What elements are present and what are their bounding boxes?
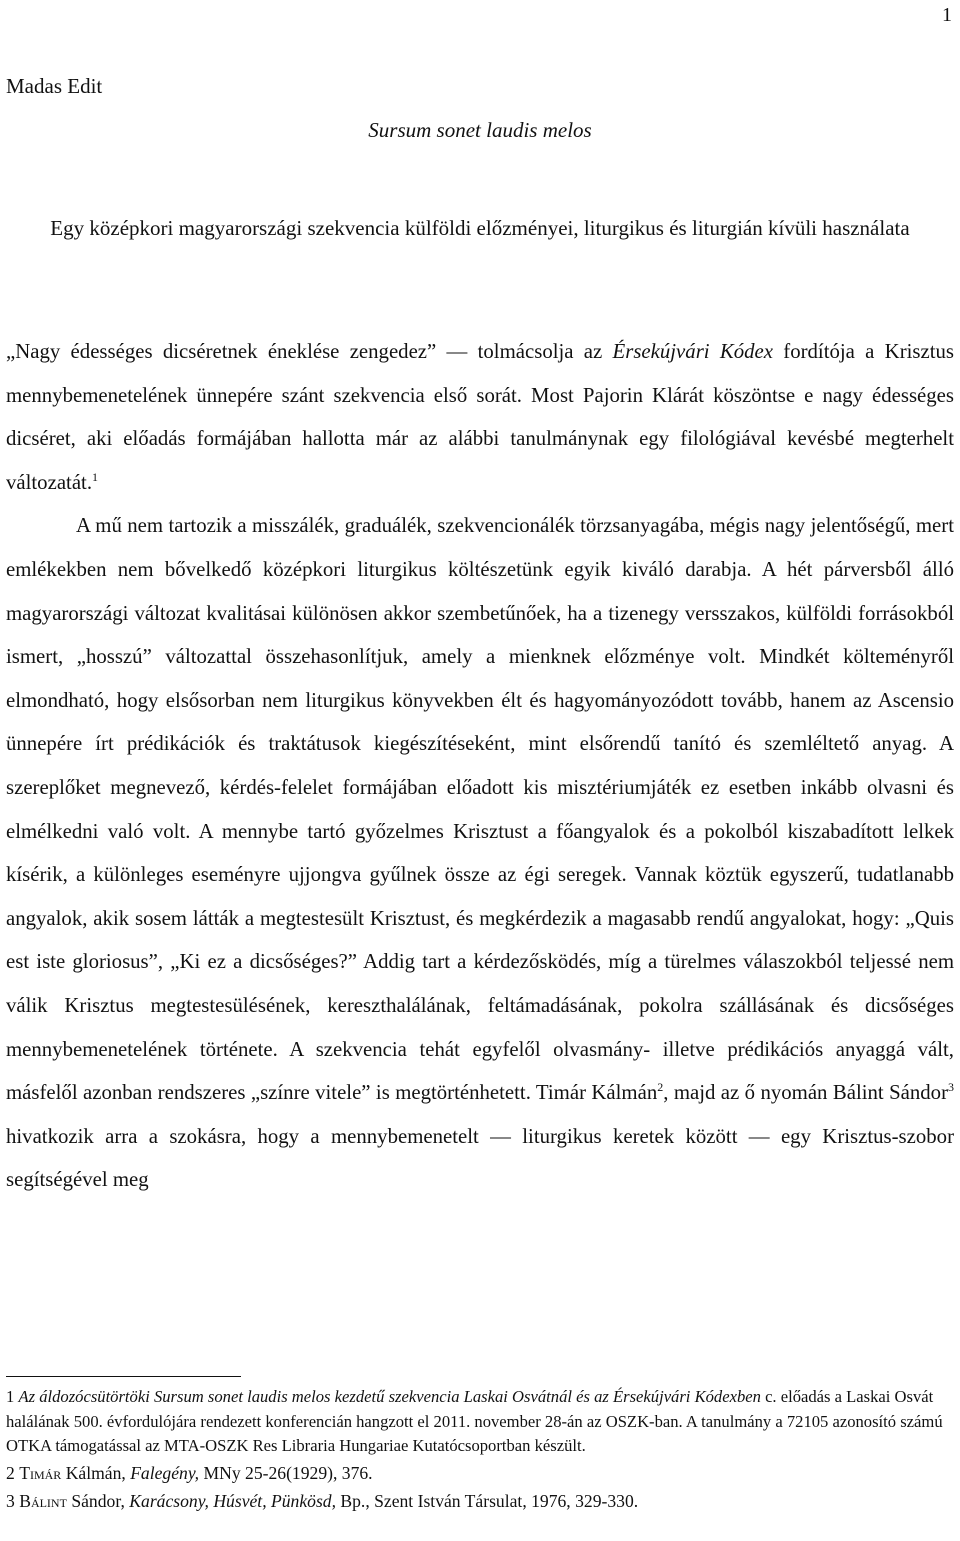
paragraph-2-text-c: hivatkozik arra a szokásra, hogy a mennybemenetelt ― liturgikus keretek között ― egy Krisztus-szobor segítségével meg — [6, 1124, 954, 1192]
body-text — [6, 330, 954, 1202]
paragraph-1-text-a: „Nagy édességes dicséretnek éneklése zengedez” ― tolmácsolja az — [6, 340, 613, 363]
article-subtitle: Egy középkori magyarországi szekvencia külföldi előzményei, liturgikus és liturgián kívüli használata — [50, 216, 910, 240]
footnotes — [6, 1385, 954, 1515]
footnote-3 — [6, 1487, 954, 1515]
footnote-2 — [6, 1459, 954, 1487]
paragraph-2 — [6, 504, 954, 1202]
footnote-3-number: 3 — [6, 1490, 15, 1511]
article-title: Sursum sonet laudis melos — [368, 118, 592, 142]
footnote-2-name: Kálmán, — [61, 1462, 131, 1483]
footnote-ref-3[interactable]: 3 — [948, 1080, 954, 1095]
page-number: 1 — [942, 4, 952, 26]
author-name: Madas Edit — [6, 74, 103, 98]
footnote-2-work: Falegény, — [130, 1462, 200, 1483]
footnote-1-number: 1 — [6, 1387, 15, 1406]
footnote-1-title: Az áldozócsütörtöki Sursum sonet laudis melos kezdetű szekvencia Laskai Osvátnál és az Érsekújvári Kódexben — [18, 1387, 761, 1406]
footnote-3-name: Sándor, — [66, 1490, 130, 1511]
footnote-1 — [6, 1385, 954, 1459]
footnote-ref-1[interactable]: 1 — [92, 469, 99, 484]
footnote-2-text: MNy 25-26(1929), 376. — [199, 1462, 373, 1483]
footnote-2-surname: Timár — [19, 1462, 62, 1483]
footnote-1-text: c. előadás a Laskai Osvát halálának 500. évfordulójára rendezett konferencián hangzott el 2011. november 28-án az OSZK-ban. A tanulmány a 72105 azonosító számú OTKA támogatással az MTA-OSZK Res Libraria Hungariae Kutatócsoportban készült. — [6, 1387, 943, 1455]
paragraph-1-text-b: fordítója a Krisztus mennybemenetelének ünnepére szánt szekvencia első sorát. Most Pajorin Klárát köszöntse e nagy édességes dicséret, aki előadás formájában hallotta már az alábbi tanulmánynak egy filológiával kevésbé megterhelt változatát. — [6, 340, 954, 494]
codex-name: Érsekújvári Kódex — [612, 340, 773, 363]
paragraph-2-text-a: A mű nem tartozik a misszálék, graduálék, szekvencionálék törzsanyagába, mégis nagy jelentőségű, mert emlékekben nem bővelkedő középkori liturgikus költészetünk egyik kiváló darabja. A hét párversből álló magyarországi változat kvalitásai különösen akkor szembetűnőek, ha a tizenegy versszakos, külföldi forrásokból ismert, „hosszú” változattal összehasonlítjuk, amely a mienknek előzménye volt. Mindkét költeményről elmondható, hogy elsősorban nem liturgikus könyvekben élt és hagyományozódott tovább, hanem az Ascensio ünnepére írt prédikációk és traktátusok kiegészítéseként, mint elsőrendű tanító és szemléltető anyag. A szereplőket megnevező, kérdés-felelet formájában előadott kis misztériumjáték ez esetben inkább olvasni és elmélkedni való volt. A mennybe tartó győzelmes Krisztust a főangyalok és a pokolból kiszabadított lelkek kísérik, a különleges eseményre ujjongva gyűlnek össze az égi seregek. Vannak köztük egyszerű, tudatlanabb angyalok, akik sosem látták a megtestesült Krisztust, és megkérdezik a magasabb rendű angyalokat, hogy: „Quis est iste gloriosus”, „Ki ez a dicsőséges?” Addig tart a kérdezősködés, míg a türelmes válaszokból teljessé nem válik Krisztus megtestesülésének, kereszthalálának, feltámadásának, pokolra szállásának és dicsőséges mennybemenetelének története. A szekvencia tehát egyfelől olvasmány- illetve prédikációs anyaggá vált, másfelől azonban rendszeres „színre vitele” is megtörténhetett. Timár Kálmán — [6, 514, 954, 1105]
paragraph-2-text-b: , majd az ő nyomán Bálint Sándor — [663, 1081, 948, 1105]
paragraph-1 — [6, 330, 954, 504]
footnote-ref-2[interactable]: 2 — [657, 1080, 664, 1095]
footnote-separator — [6, 1376, 241, 1377]
footnote-2-number: 2 — [6, 1462, 15, 1483]
footnote-3-text: Bp., Szent István Társulat, 1976, 329-330. — [335, 1490, 639, 1511]
footnote-3-work: Karácsony, Húsvét, Pünkösd, — [129, 1490, 336, 1511]
footnote-3-surname: Bálint — [19, 1490, 67, 1511]
